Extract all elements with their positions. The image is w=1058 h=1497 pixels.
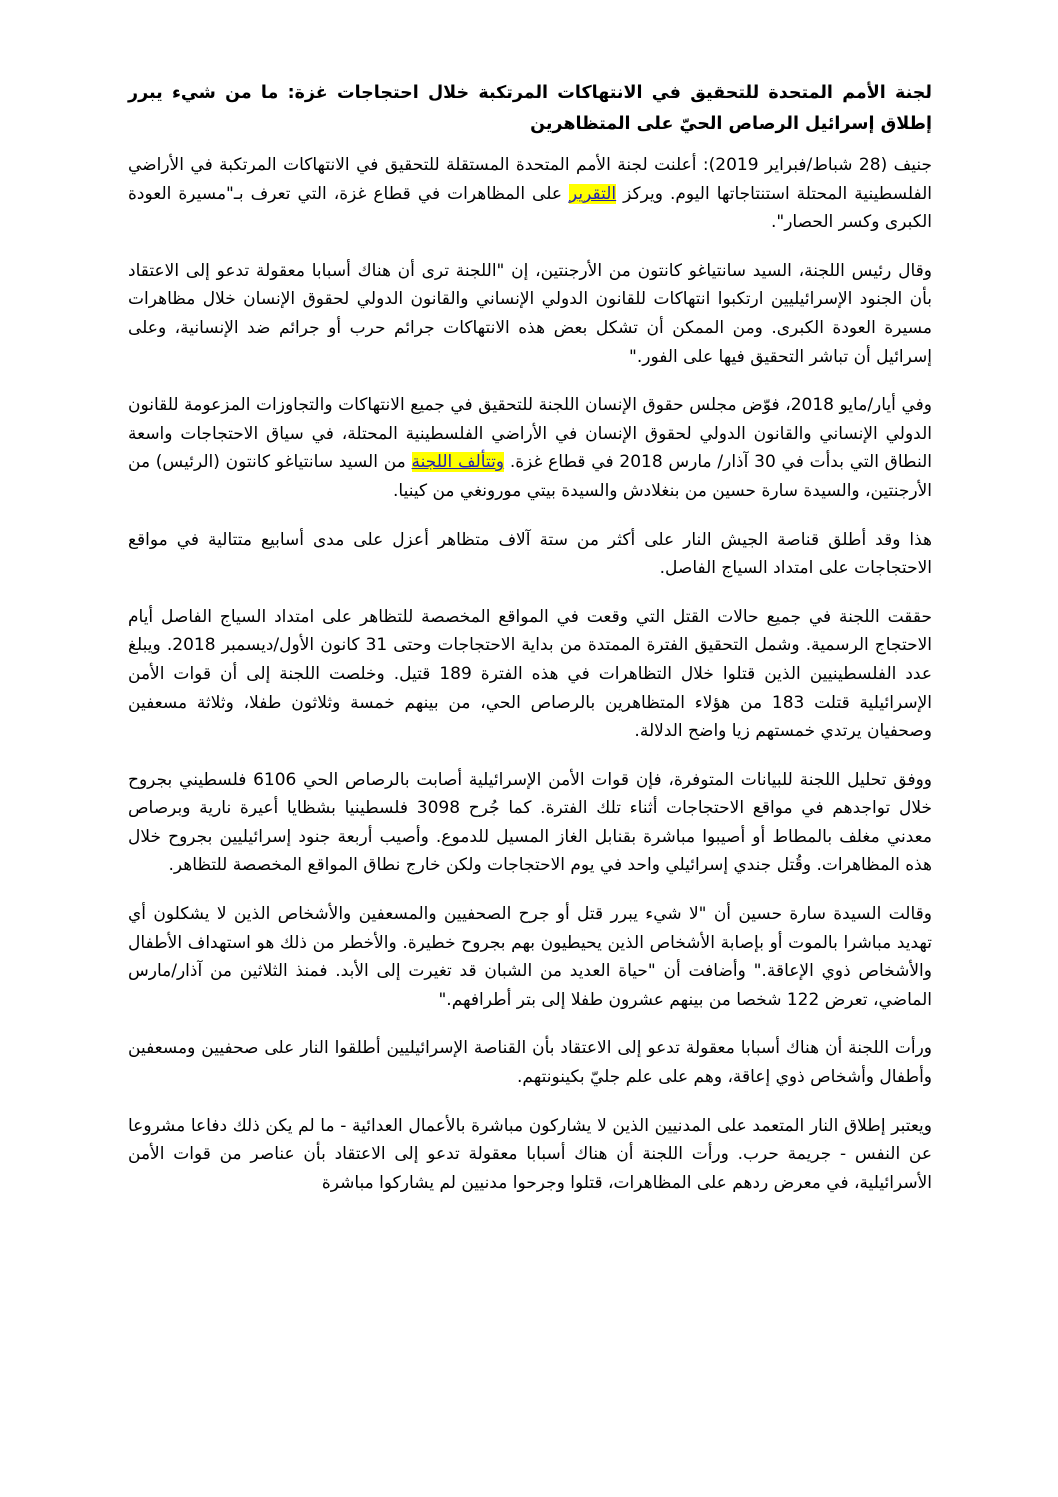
paragraph-intro bbox=[128, 151, 932, 237]
commission-members-link[interactable]: وتتألف اللجنة bbox=[411, 452, 505, 473]
document-title: لجنة الأمم المتحدة للتحقيق في الانتهاكات المرتكبة خلال احتجاجات غزة: ما من شيء يبرر إطلاق إسرائيل الرصاص الحيّ على المتظاهرين bbox=[128, 83, 932, 134]
paragraph-mandate-text-end: من السيد سانتياغو كانتون (الرئيس) من الأرجنتين، والسيدة سارة حسين من بنغلادش والسيدة بيتي مورونغي من كينيا. bbox=[128, 452, 932, 501]
paragraph-mandate-text-start: وفي أيار/مايو 2018، فوّض مجلس حقوق الإنسان اللجنة للتحقيق في جميع الانتهاكات والتجاوزات المزعومة للقانون الدولي الإنساني والقانون الدولي لحقوق الإنسان في الأراضي الفلسطينية المحتلة، في سياق الاحتجاجات واسعة النطاق التي بدأت في 30 آذار/ مارس 2018 في قطاع غزة. bbox=[128, 395, 933, 473]
paragraph-war-crime: ويعتبر إطلاق النار المتعمد على المدنيين الذين لا يشاركون مباشرة بالأعمال العدائية - ما لم يكن ذلك دفاعا مشروعا عن النفس - جريمة حرب. ورأت اللجنة أن هناك أسبابا معقولة تدعو إلى الاعتقاد بأن عناصر من قوات الأمن الأسرائيلية، في معرض ردهم على المظاهرات، قتلوا وجرحوا مدنيين لم يشاركوا مباشرة bbox=[128, 1115, 932, 1193]
document-page bbox=[128, 78, 932, 1217]
paragraph-intro-text-end: على المظاهرات في قطاع غزة، التي تعرف بـ"مسيرة العودة الكبرى وكسر الحصار". bbox=[128, 183, 932, 233]
paragraph-injuries: ووفق تحليل اللجنة للبيانات المتوفرة، فإن قوات الأمن الإسرائيلية أصابت بالرصاص الحي 6106 فلسطيني بجروح خلال تواجدهم في مواقع الاحتجاجات أثناء تلك الفترة. كما جُرح 3098 فلسطينيا بشظايا أعيرة نارية وبرصاص معدني مغلف بالمطاط أو أصيبوا مباشرة بقنابل الغاز المسيل للدموع. وأصيب أربعة جنود إسرائيليين بجروح خلال هذه المظاهرات. وقُتل جندي إسرائيلي واحد في يوم الاحتجاجات ولكن خارج نطاق المواقع المخصصة للتظاهر. bbox=[128, 769, 932, 876]
paragraph-killings: حققت اللجنة في جميع حالات القتل التي وقعت في المواقع المخصصة للتظاهر على امتداد السياج الفاصل أيام الاحتجاج الرسمية. وشمل التحقيق الفترة الممتدة من بداية الاحتجاجات وحتى 31 كانون الأول/ديسمبر 2018. ويبلغ عدد الفلسطينيين الذين قتلوا خلال التظاهرات في هذه الفترة 189 قتيل. وخلصت اللجنة إلى أن قوات الأمن الإسرائيلية قتلت 183 من هؤلاء المتظاهرين بالرصاص الحي، من بينهم خمسة وثلاثون طفلا، وثلاثة مسعفين وصحفيان يرتدي خمستهم زيا واضح الدلالة. bbox=[128, 606, 932, 742]
report-link[interactable]: التقرير bbox=[569, 183, 617, 204]
paragraph-mandate bbox=[128, 391, 932, 505]
paragraph-intro-text-start: جنيف (28 شباط/فبراير 2019): أعلنت لجنة الأمم المتحدة المستقلة للتحقيق في الانتهاكات المرتكبة في الأراضي الفلسطينية المحتلة استنتاجاتها اليوم. ويركز bbox=[128, 155, 933, 204]
paragraph-chair-quote: وقال رئيس اللجنة، السيد سانتياغو كانتون من الأرجنتين، إن "اللجنة ترى أن هناك أسبابا معقولة تدعو إلى الاعتقاد بأن الجنود الإسرائيليين ارتكبوا انتهاكات للقانون الدولي الإنساني والقانون الدولي لحقوق الإنسان خلال مظاهرات مسيرة العودة الكبرى. ومن الممكن أن تشكل بعض هذه الانتهاكات جرائم حرب أو جرائم ضد الإنسانية، وعلى إسرائيل أن تباشر التحقيق فيها على الفور." bbox=[128, 260, 932, 367]
paragraph-targeting: ورأت اللجنة أن هناك أسبابا معقولة تدعو إلى الاعتقاد بأن القناصة الإسرائيليين أطلقوا النار على صحفيين ومسعفين وأطفال وأشخاص ذوي إعاقة، وهم على علم جليّ بكينونتهم. bbox=[128, 1038, 932, 1088]
paragraph-snipers: هذا وقد أطلق قناصة الجيش النار على أكثر من ستة آلاف متظاهر أعزل على مدى أسابيع متتالية في مواقع الاحتجاجات على امتداد السياج الفاصل. bbox=[128, 529, 932, 579]
paragraph-hossain-quote: وقالت السيدة سارة حسين أن "لا شيء يبرر قتل أو جرح الصحفيين والمسعفين والأشخاص الذين لا يشكلون أي تهديد مباشرا بالموت أو بإصابة الأشخاص الذين يحيطيون بهم بجروح خطيرة. والأخطر من ذلك هو استهداف الأطفال والأشخاص ذوي الإعاقة." وأضافت أن "حياة العديد من الشبان قد تغيرت إلى الأبد. فمنذ الثلاثين من آذار/مارس الماضي، تعرض 122 شخصا من بينهم عشرون طفلا إلى بتر أطرافهم." bbox=[128, 904, 932, 1010]
